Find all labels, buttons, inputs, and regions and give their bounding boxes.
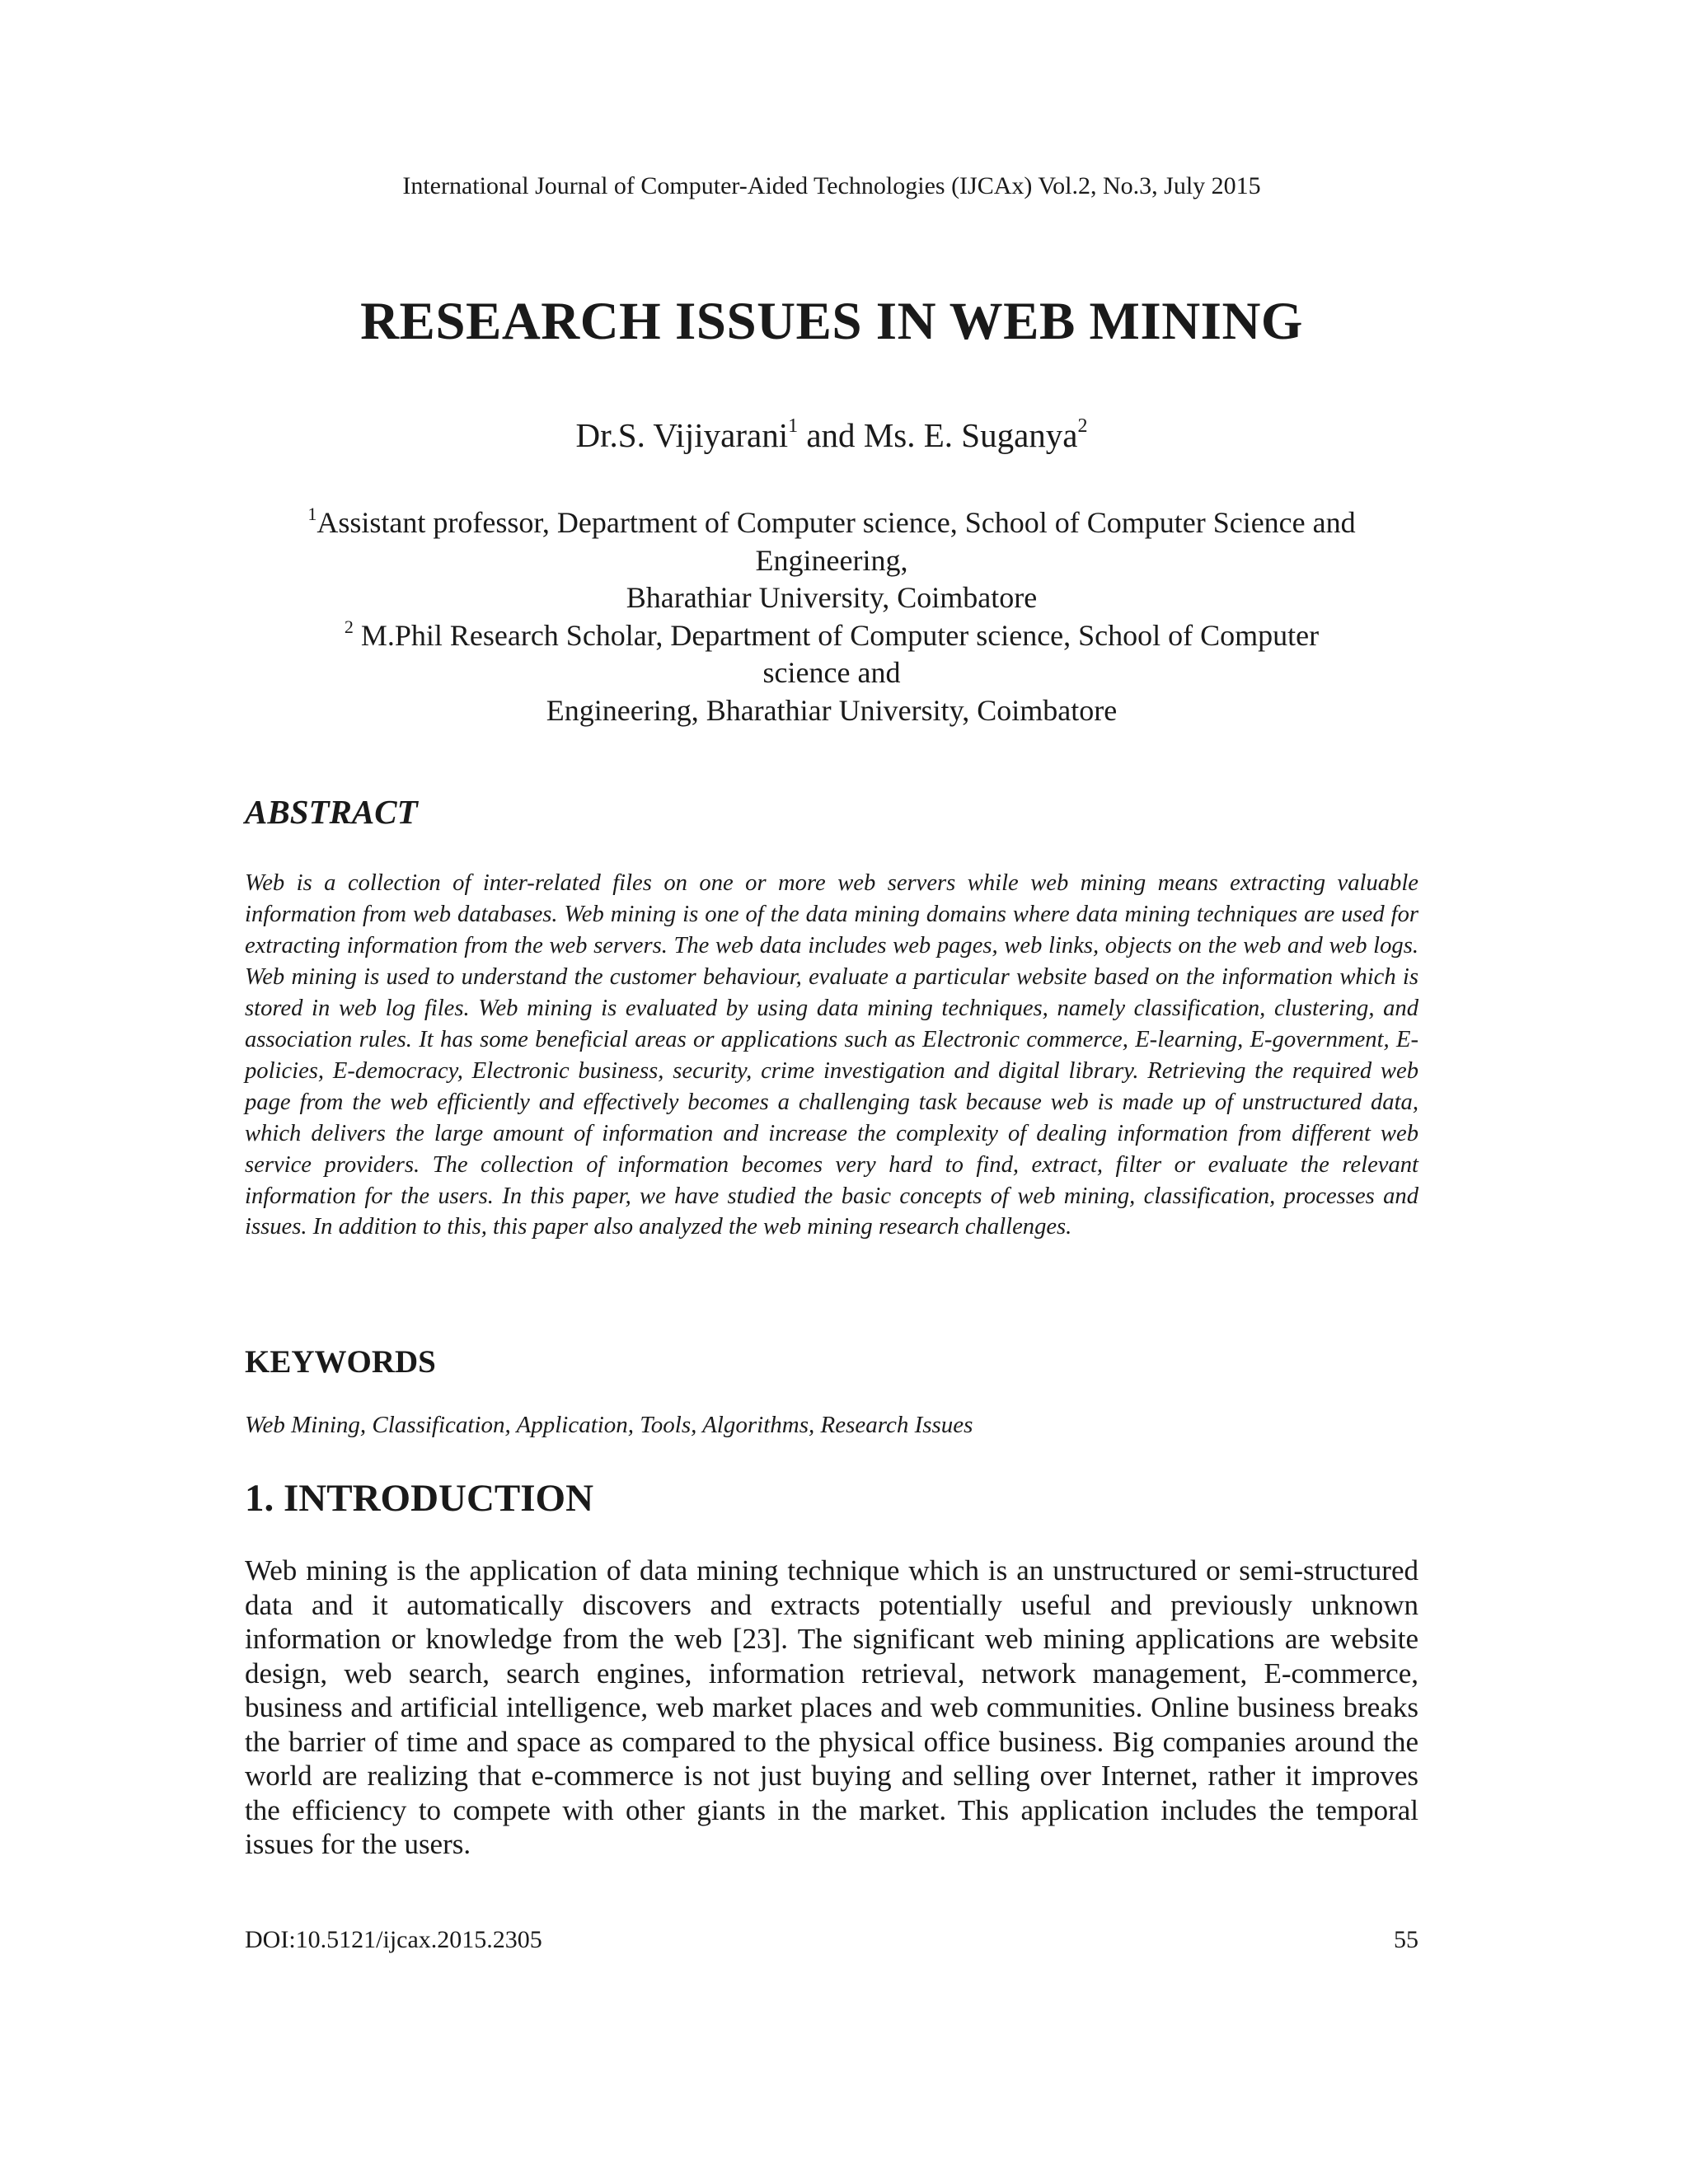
author-2-affiliation-mark: 2	[1077, 415, 1088, 437]
abstract-text: Web is a collection of inter-related files on one or more web servers while web mining means extracting valuable information from web databases. Web mining is one of the data mining domains where data mining techniques are used for extracting information from the web servers. The web data includes web pages, web links, objects on the web and web logs. Web mining is used to understand the customer behaviour, evaluate a particular website based on the information which is stored in web log files. Web mining is evaluated by using data mining techniques, namely classification, clustering, and association rules. It has some beneficial areas or applications such as Electronic commerce, E-learning, E-government, E-policies, E-democracy, Electronic business, security, crime investigation and digital library. Retrieving the required web page from the web efficiently and effectively becomes a challenging task because web is made up of unstructured data, which delivers the large amount of information and increase the complexity of dealing information from different web service providers. The collection of information becomes very hard to find, extract, filter or evaluate the relevant information for the users. In this paper, we have studied the basic concepts of web mining, classification, processes and issues. In addition to this, this paper also analyzed the web mining research challenges.	[245, 870, 1418, 1240]
author-1-affiliation-mark: 1	[788, 415, 799, 437]
introduction-text: Web mining is the application of data mining technique which is an unstructured or semi-structured data and it automatically discovers and extracts potentially useful and previously unknown information or knowledge from the web [23]. The significant web mining applications are website design, web search, search engines, information retrieval, network management, E-commerce, business and artificial intelligence, web market places and web communities. Online business breaks the barrier of time and space as compared to the physical office business. Big companies around the world are realizing that e-commerce is not just buying and selling over Internet, rather it improves the efficiency to compete with other giants in the market. This application includes the temporal issues for the users.	[245, 1554, 1418, 1860]
affiliation-1-line-1	[0, 504, 1663, 542]
affiliations-block	[0, 504, 1663, 730]
affiliation-2-line-1	[0, 617, 1663, 655]
affiliation-2-line-2: science and	[762, 656, 901, 690]
keywords-heading: KEYWORDS	[245, 1344, 436, 1380]
affiliation-1-line-3: Bharathiar University, Coimbatore	[626, 581, 1038, 615]
introduction-heading: 1. INTRODUCTION	[245, 1477, 594, 1520]
affiliation-1-text-1: Assistant professor, Department of Computer science, School of Computer Science and	[316, 506, 1356, 539]
affiliation-2-mark: 2	[344, 616, 354, 637]
page-number: 55	[1394, 1926, 1418, 1953]
affiliation-1-mark: 1	[307, 504, 317, 524]
author-connector: and	[798, 416, 864, 454]
affiliation-2-text-1: M.Phil Research Scholar, Department of Computer science, School of Computer	[353, 618, 1320, 652]
author-line	[0, 412, 1663, 458]
paper-title: RESEARCH ISSUES IN WEB MINING	[360, 292, 1303, 351]
author-1-name: Dr.S. Vijiyarani	[575, 416, 789, 454]
footer-doi: DOI:10.5121/ijcax.2015.2305	[245, 1926, 542, 1953]
affiliation-2-line-3: Engineering, Bharathiar University, Coimbatore	[546, 693, 1118, 727]
abstract-heading: ABSTRACT	[245, 793, 418, 831]
author-2-name: Ms. E. Suganya	[863, 416, 1078, 454]
keywords-text: Web Mining, Classification, Application, Tools, Algorithms, Research Issues	[245, 1412, 973, 1438]
affiliation-1-line-2: Engineering,	[755, 543, 908, 577]
running-header: International Journal of Computer-Aided Technologies (IJCAx) Vol.2, No.3, July 2015	[402, 172, 1261, 199]
